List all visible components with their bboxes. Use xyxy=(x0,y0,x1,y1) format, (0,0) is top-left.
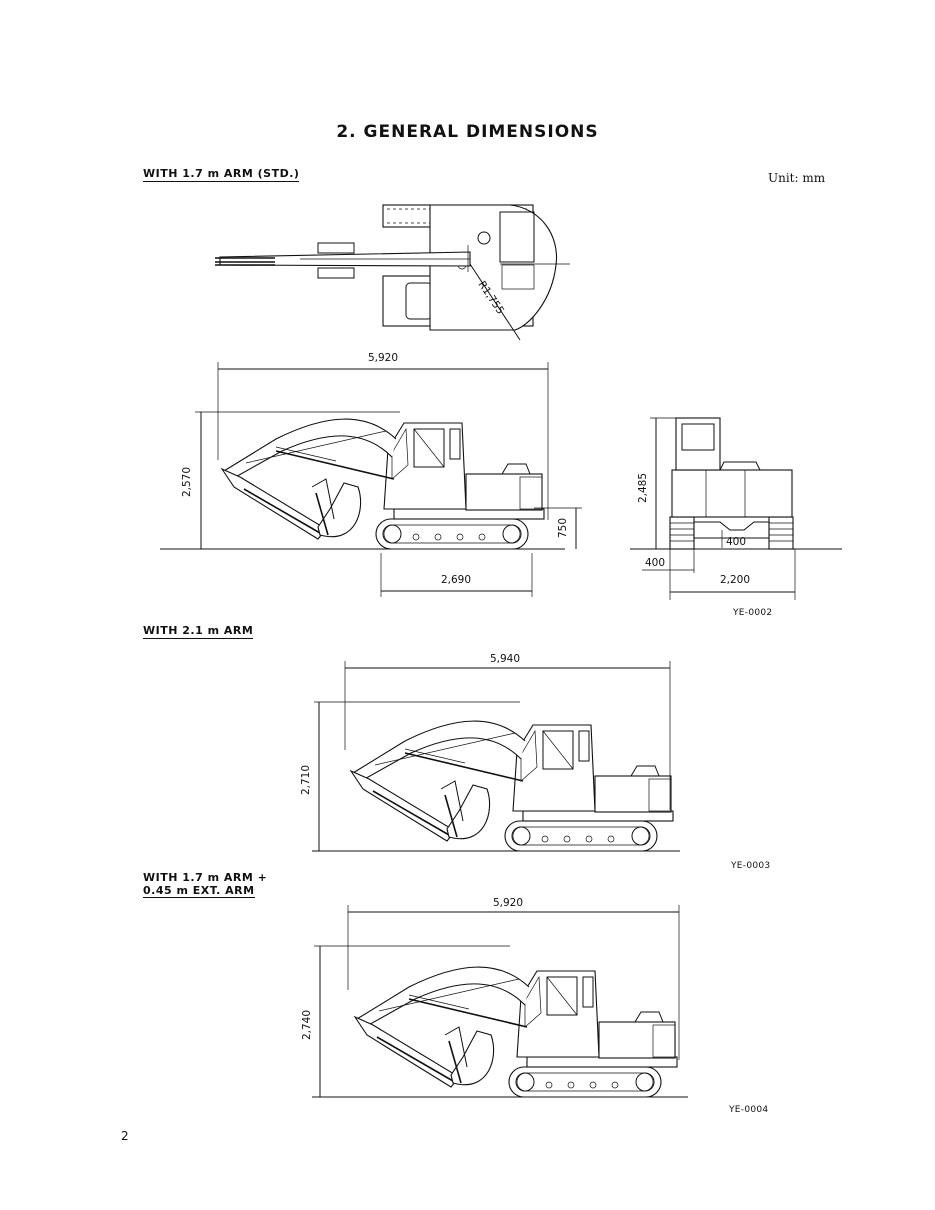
shoe-width-label: 400 xyxy=(725,536,747,548)
figure-3-heading-line1: WITH 1.7 m ARM + xyxy=(143,871,268,884)
fig3-length-label: 5,920 xyxy=(492,897,524,909)
figure-3-heading xyxy=(143,871,267,898)
side-view-1-drawing xyxy=(160,352,582,597)
figure-1-code: YE-0002 xyxy=(733,608,773,618)
side-view-3-drawing xyxy=(301,897,688,1097)
fig1-length-label: 5,920 xyxy=(367,352,399,364)
figure-2-heading: WITH 2.1 m ARM xyxy=(143,624,254,637)
figure-2-code: YE-0003 xyxy=(731,861,771,871)
side-view-2-drawing xyxy=(300,653,680,851)
top-view-drawing xyxy=(215,205,570,340)
unit-label: Unit: mm xyxy=(768,171,826,185)
swing-radius-label: R1,755 xyxy=(475,278,507,317)
fig1-track-length-label: 2,690 xyxy=(440,574,472,586)
fig1-height-label: 2,570 xyxy=(181,466,193,498)
fig2-height-label: 2,710 xyxy=(300,764,312,796)
rear-view-drawing xyxy=(630,418,842,600)
fig1-clearance-label: 750 xyxy=(557,517,569,539)
track-width-label: 2,200 xyxy=(719,574,751,586)
figure-3-heading-line2: 0.45 m EXT. ARM xyxy=(143,884,255,897)
under-clearance-label: 400 xyxy=(644,557,666,569)
figure-1-heading: WITH 1.7 m ARM (STD.) xyxy=(143,167,300,180)
page-number: 2 xyxy=(121,1129,129,1143)
fig2-length-label: 5,940 xyxy=(489,653,521,665)
rear-height-label: 2,485 xyxy=(637,472,649,504)
figure-3-code: YE-0004 xyxy=(729,1105,769,1115)
page-title: 2. GENERAL DIMENSIONS xyxy=(336,122,599,142)
fig3-height-label: 2,740 xyxy=(301,1009,313,1041)
